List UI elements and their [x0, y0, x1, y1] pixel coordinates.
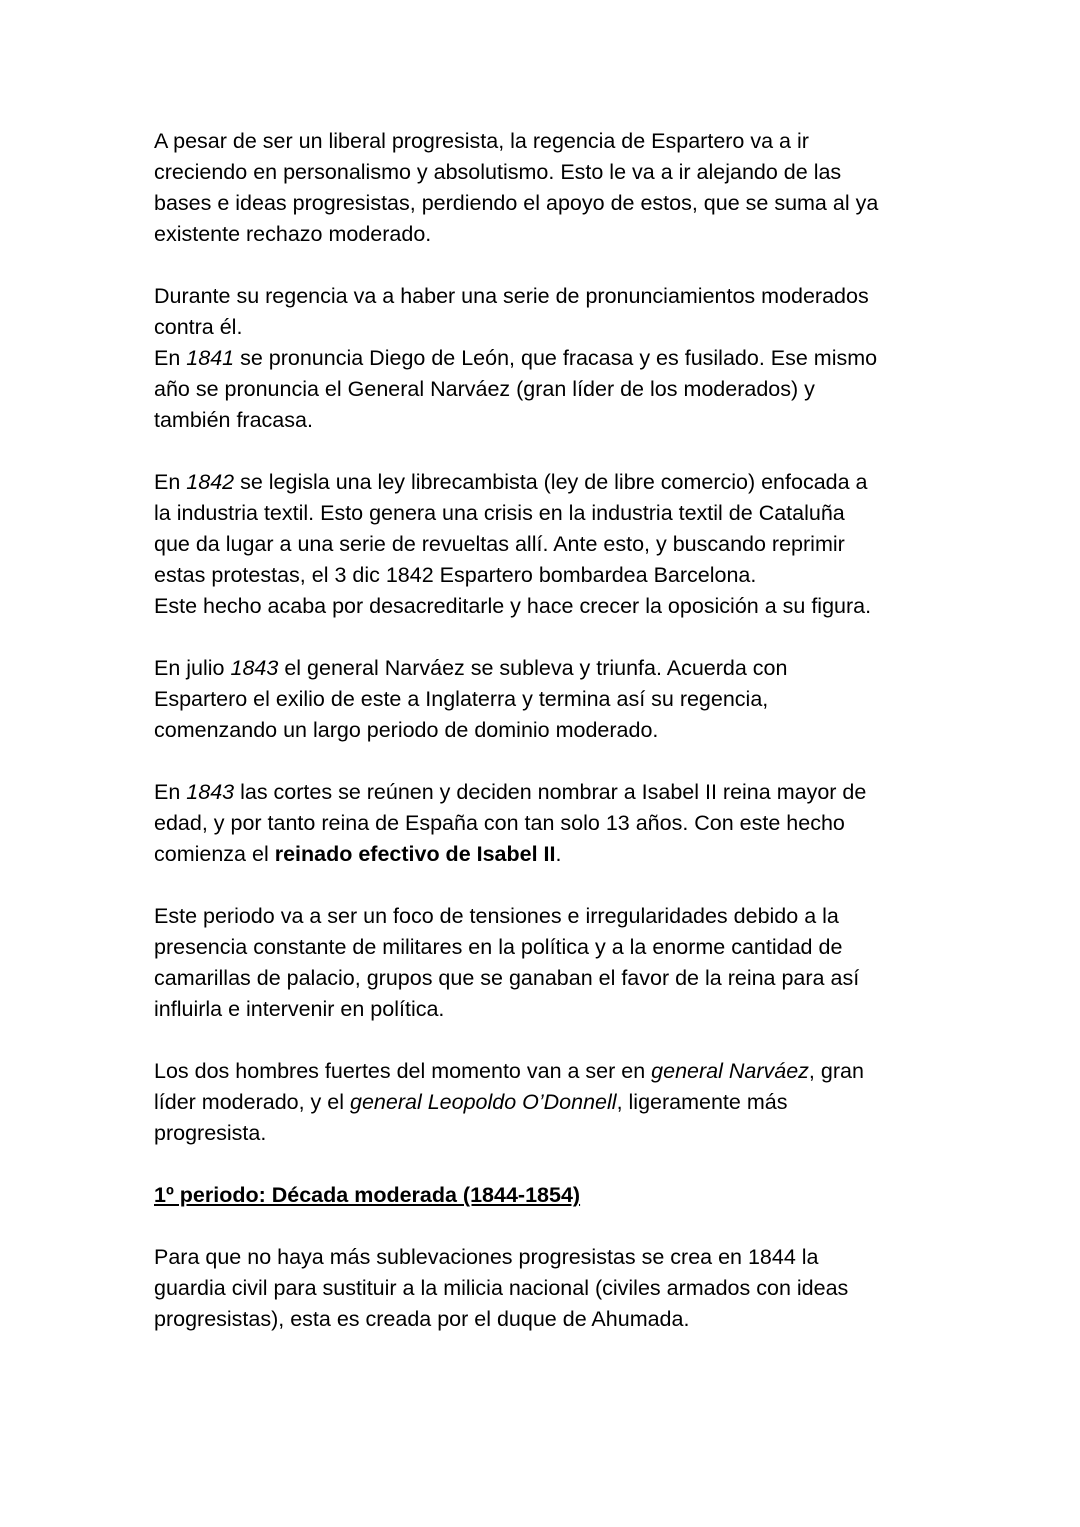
text-line: Para que no haya más sublevaciones progresistas se crea en 1844 la	[154, 1245, 819, 1269]
text-line: Este periodo va a ser un foco de tensiones e irregularidades debido a la	[154, 904, 839, 928]
text-line: estas protestas, el 3 dic 1842 Espartero bombardea Barcelona.	[154, 563, 757, 587]
text-line: En 1841 se pronuncia Diego de León, que fracasa y es fusilado. Ese mismo	[154, 346, 878, 370]
paragraph-julio-1843	[154, 653, 944, 746]
text-line: En 1843 las cortes se reúnen y deciden nombrar a Isabel II reina mayor de	[154, 780, 867, 804]
text-line: bases e ideas progresistas, perdiendo el apoyo de estos, que se suma al ya	[154, 191, 879, 215]
year-1843: 1843	[186, 780, 235, 804]
bold-reinado: reinado efectivo de Isabel II	[274, 842, 556, 866]
section-heading: 1º periodo: Década moderada (1844-1854)	[154, 1183, 581, 1207]
text-line: la industria textil. Esto genera una crisis en la industria textil de Cataluña	[154, 501, 845, 525]
paragraph-guardia-civil	[154, 1242, 944, 1335]
text-line: también fracasa.	[154, 408, 313, 432]
text-line: Durante su regencia va a haber una serie de pronunciamientos moderados	[154, 284, 869, 308]
text-line: progresistas), esta es creada por el duque de Ahumada.	[154, 1307, 690, 1331]
text-line: líder moderado, y el general Leopoldo O’Donnell, ligeramente más	[154, 1090, 788, 1114]
year-1843: 1843	[230, 656, 279, 680]
year-1842: 1842	[186, 470, 235, 494]
text-line: influirla e intervenir en política.	[154, 997, 445, 1021]
text-line: creciendo en personalismo y absolutismo. Esto le va a ir alejando de las	[154, 160, 842, 184]
paragraph-tensiones	[154, 901, 944, 1025]
text-line: progresista.	[154, 1121, 267, 1145]
text-line: contra él.	[154, 315, 243, 339]
text-line: camarillas de palacio, grupos que se ganaban el favor de la reina para así	[154, 966, 860, 990]
text-line: que da lugar a una serie de revueltas allí. Ante esto, y buscando reprimir	[154, 532, 845, 556]
paragraph-espartero-regency	[154, 126, 944, 250]
text-line: guardia civil para sustituir a la milicia nacional (civiles armados con ideas	[154, 1276, 849, 1300]
text-line: En julio 1843 el general Narváez se subleva y triunfa. Acuerda con	[154, 656, 788, 680]
text-line: año se pronuncia el General Narváez (gran líder de los moderados) y	[154, 377, 815, 401]
text-line: Espartero el exilio de este a Inglaterra y termina así su regencia,	[154, 687, 769, 711]
document-page	[154, 126, 944, 1366]
text-line: Los dos hombres fuertes del momento van a ser en general Narváez, gran	[154, 1059, 864, 1083]
text-line: comienza el reinado efectivo de Isabel II.	[154, 842, 562, 866]
text-line: A pesar de ser un liberal progresista, la regencia de Espartero va a ir	[154, 129, 809, 153]
paragraph-1841	[154, 343, 944, 436]
text-line: En 1842 se legisla una ley librecambista (ley de libre comercio) enfocada a	[154, 470, 868, 494]
text-line: edad, y por tanto reina de España con tan solo 13 años. Con este hecho	[154, 811, 845, 835]
text-line: presencia constante de militares en la política y a la enorme cantidad de	[154, 935, 843, 959]
italic-narvaez: general Narváez	[651, 1059, 809, 1083]
text-line: Este hecho acaba por desacreditarle y hace crecer la oposición a su figura.	[154, 594, 872, 618]
paragraph-1842	[154, 467, 944, 622]
italic-odonnell: general Leopoldo O’Donnell	[350, 1090, 617, 1114]
paragraph-pronunciamientos	[154, 281, 944, 343]
text-line: comenzando un largo periodo de dominio moderado.	[154, 718, 659, 742]
paragraph-hombres-fuertes	[154, 1056, 944, 1149]
year-1841: 1841	[186, 346, 235, 370]
text-line: existente rechazo moderado.	[154, 222, 432, 246]
paragraph-isabel-ii	[154, 777, 944, 870]
